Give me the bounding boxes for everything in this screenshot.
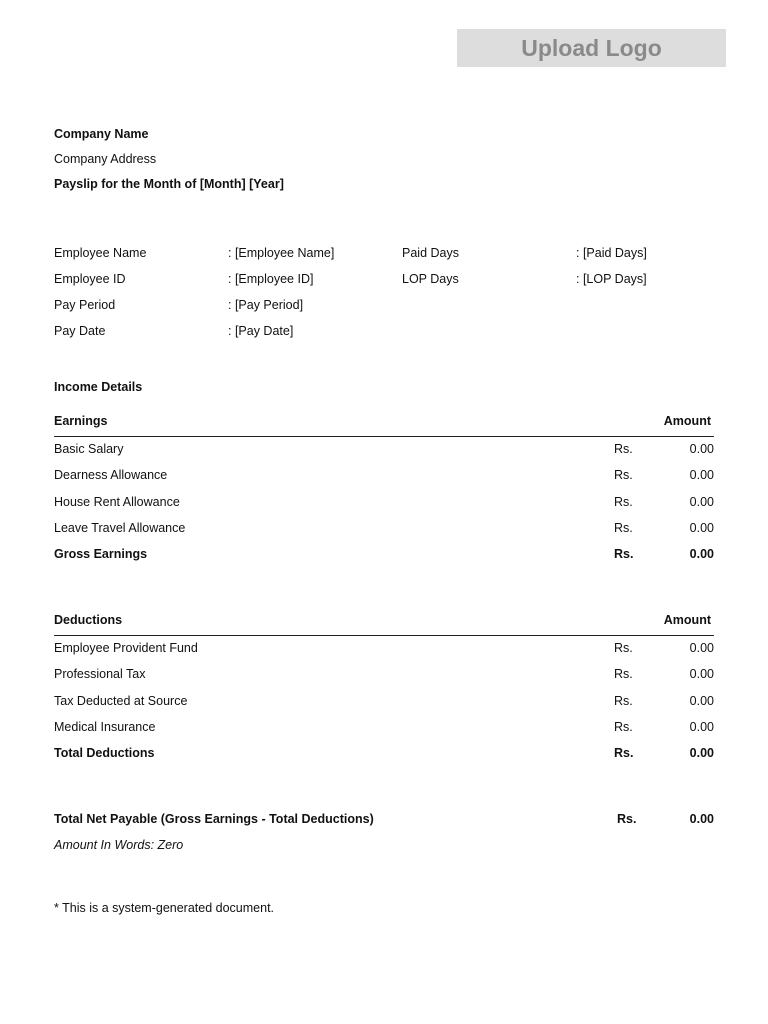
company-address: Company Address: [54, 152, 157, 166]
earnings-amount-column-header: Amount: [663, 414, 711, 428]
amount-in-words: Amount In Words: Zero: [54, 838, 184, 852]
gross-earnings-label: Gross Earnings: [54, 547, 148, 561]
deduction-currency: Rs.: [614, 694, 633, 708]
total-deductions-amount: 0.00: [689, 746, 714, 760]
payslip-title: Payslip for the Month of [Month] [Year]: [54, 177, 284, 191]
gross-earnings-row: [54, 547, 714, 563]
earning-currency: Rs.: [614, 521, 633, 535]
deduction-label: Professional Tax: [54, 667, 146, 681]
deductions-row: [54, 694, 714, 710]
pay-period-label: Pay Period: [54, 298, 116, 312]
upload-logo-label: Upload Logo: [521, 34, 662, 61]
system-generated-note: * This is a system-generated document.: [54, 901, 275, 915]
deductions-row: [54, 641, 714, 657]
income-details-heading: Income Details: [54, 380, 143, 394]
total-deductions-currency: Rs.: [614, 746, 634, 760]
pay-date-value: : [Pay Date]: [228, 324, 294, 338]
earning-label: Dearness Allowance: [54, 468, 168, 482]
earning-label: Basic Salary: [54, 442, 124, 456]
total-deductions-row: [54, 746, 714, 762]
earnings-row: [54, 521, 714, 537]
earning-currency: Rs.: [614, 442, 633, 456]
earning-label: House Rent Allowance: [54, 495, 180, 509]
deduction-currency: Rs.: [614, 720, 633, 734]
deduction-amount: 0.00: [689, 694, 714, 708]
earnings-column-header: Earnings: [54, 414, 108, 428]
gross-earnings-amount: 0.00: [689, 547, 714, 561]
deduction-amount: 0.00: [689, 667, 714, 681]
employee-id-label: Employee ID: [54, 272, 126, 286]
net-payable-label: Total Net Payable (Gross Earnings - Total Deductions): [54, 812, 374, 826]
net-payable-row: [54, 812, 714, 828]
earning-amount: 0.00: [689, 468, 714, 482]
company-name: Company Name: [54, 127, 149, 141]
earnings-header-row: [54, 414, 714, 430]
deductions-row: [54, 667, 714, 683]
lop-days-value: : [LOP Days]: [576, 272, 647, 286]
earning-currency: Rs.: [614, 495, 633, 509]
earning-amount: 0.00: [689, 442, 714, 456]
deductions-column-header: Deductions: [54, 613, 123, 627]
paid-days-label: Paid Days: [402, 246, 459, 260]
pay-date-label: Pay Date: [54, 324, 106, 338]
paid-days-value: : [Paid Days]: [576, 246, 647, 260]
net-payable-amount: 0.00: [689, 812, 714, 826]
deductions-amount-column-header: Amount: [663, 613, 711, 627]
earning-currency: Rs.: [614, 468, 633, 482]
earnings-divider: [54, 436, 714, 437]
deduction-currency: Rs.: [614, 641, 633, 655]
deduction-label: Tax Deducted at Source: [54, 694, 188, 708]
deductions-row: [54, 720, 714, 736]
deductions-header-row: [54, 613, 714, 629]
deduction-label: Medical Insurance: [54, 720, 156, 734]
employee-id-value: : [Employee ID]: [228, 272, 314, 286]
employee-name-label: Employee Name: [54, 246, 147, 260]
earning-amount: 0.00: [689, 521, 714, 535]
pay-period-value: : [Pay Period]: [228, 298, 304, 312]
upload-logo-button[interactable]: [457, 29, 726, 67]
earnings-row: [54, 495, 714, 511]
net-payable-currency: Rs.: [617, 812, 637, 826]
earnings-row: [54, 442, 714, 458]
total-deductions-label: Total Deductions: [54, 746, 155, 760]
deduction-currency: Rs.: [614, 667, 633, 681]
deduction-amount: 0.00: [689, 641, 714, 655]
employee-name-value: : [Employee Name]: [228, 246, 335, 260]
deductions-divider: [54, 635, 714, 636]
earning-amount: 0.00: [689, 495, 714, 509]
lop-days-label: LOP Days: [402, 272, 459, 286]
deduction-label: Employee Provident Fund: [54, 641, 198, 655]
deduction-amount: 0.00: [689, 720, 714, 734]
earning-label: Leave Travel Allowance: [54, 521, 186, 535]
earnings-row: [54, 468, 714, 484]
gross-earnings-currency: Rs.: [614, 547, 634, 561]
